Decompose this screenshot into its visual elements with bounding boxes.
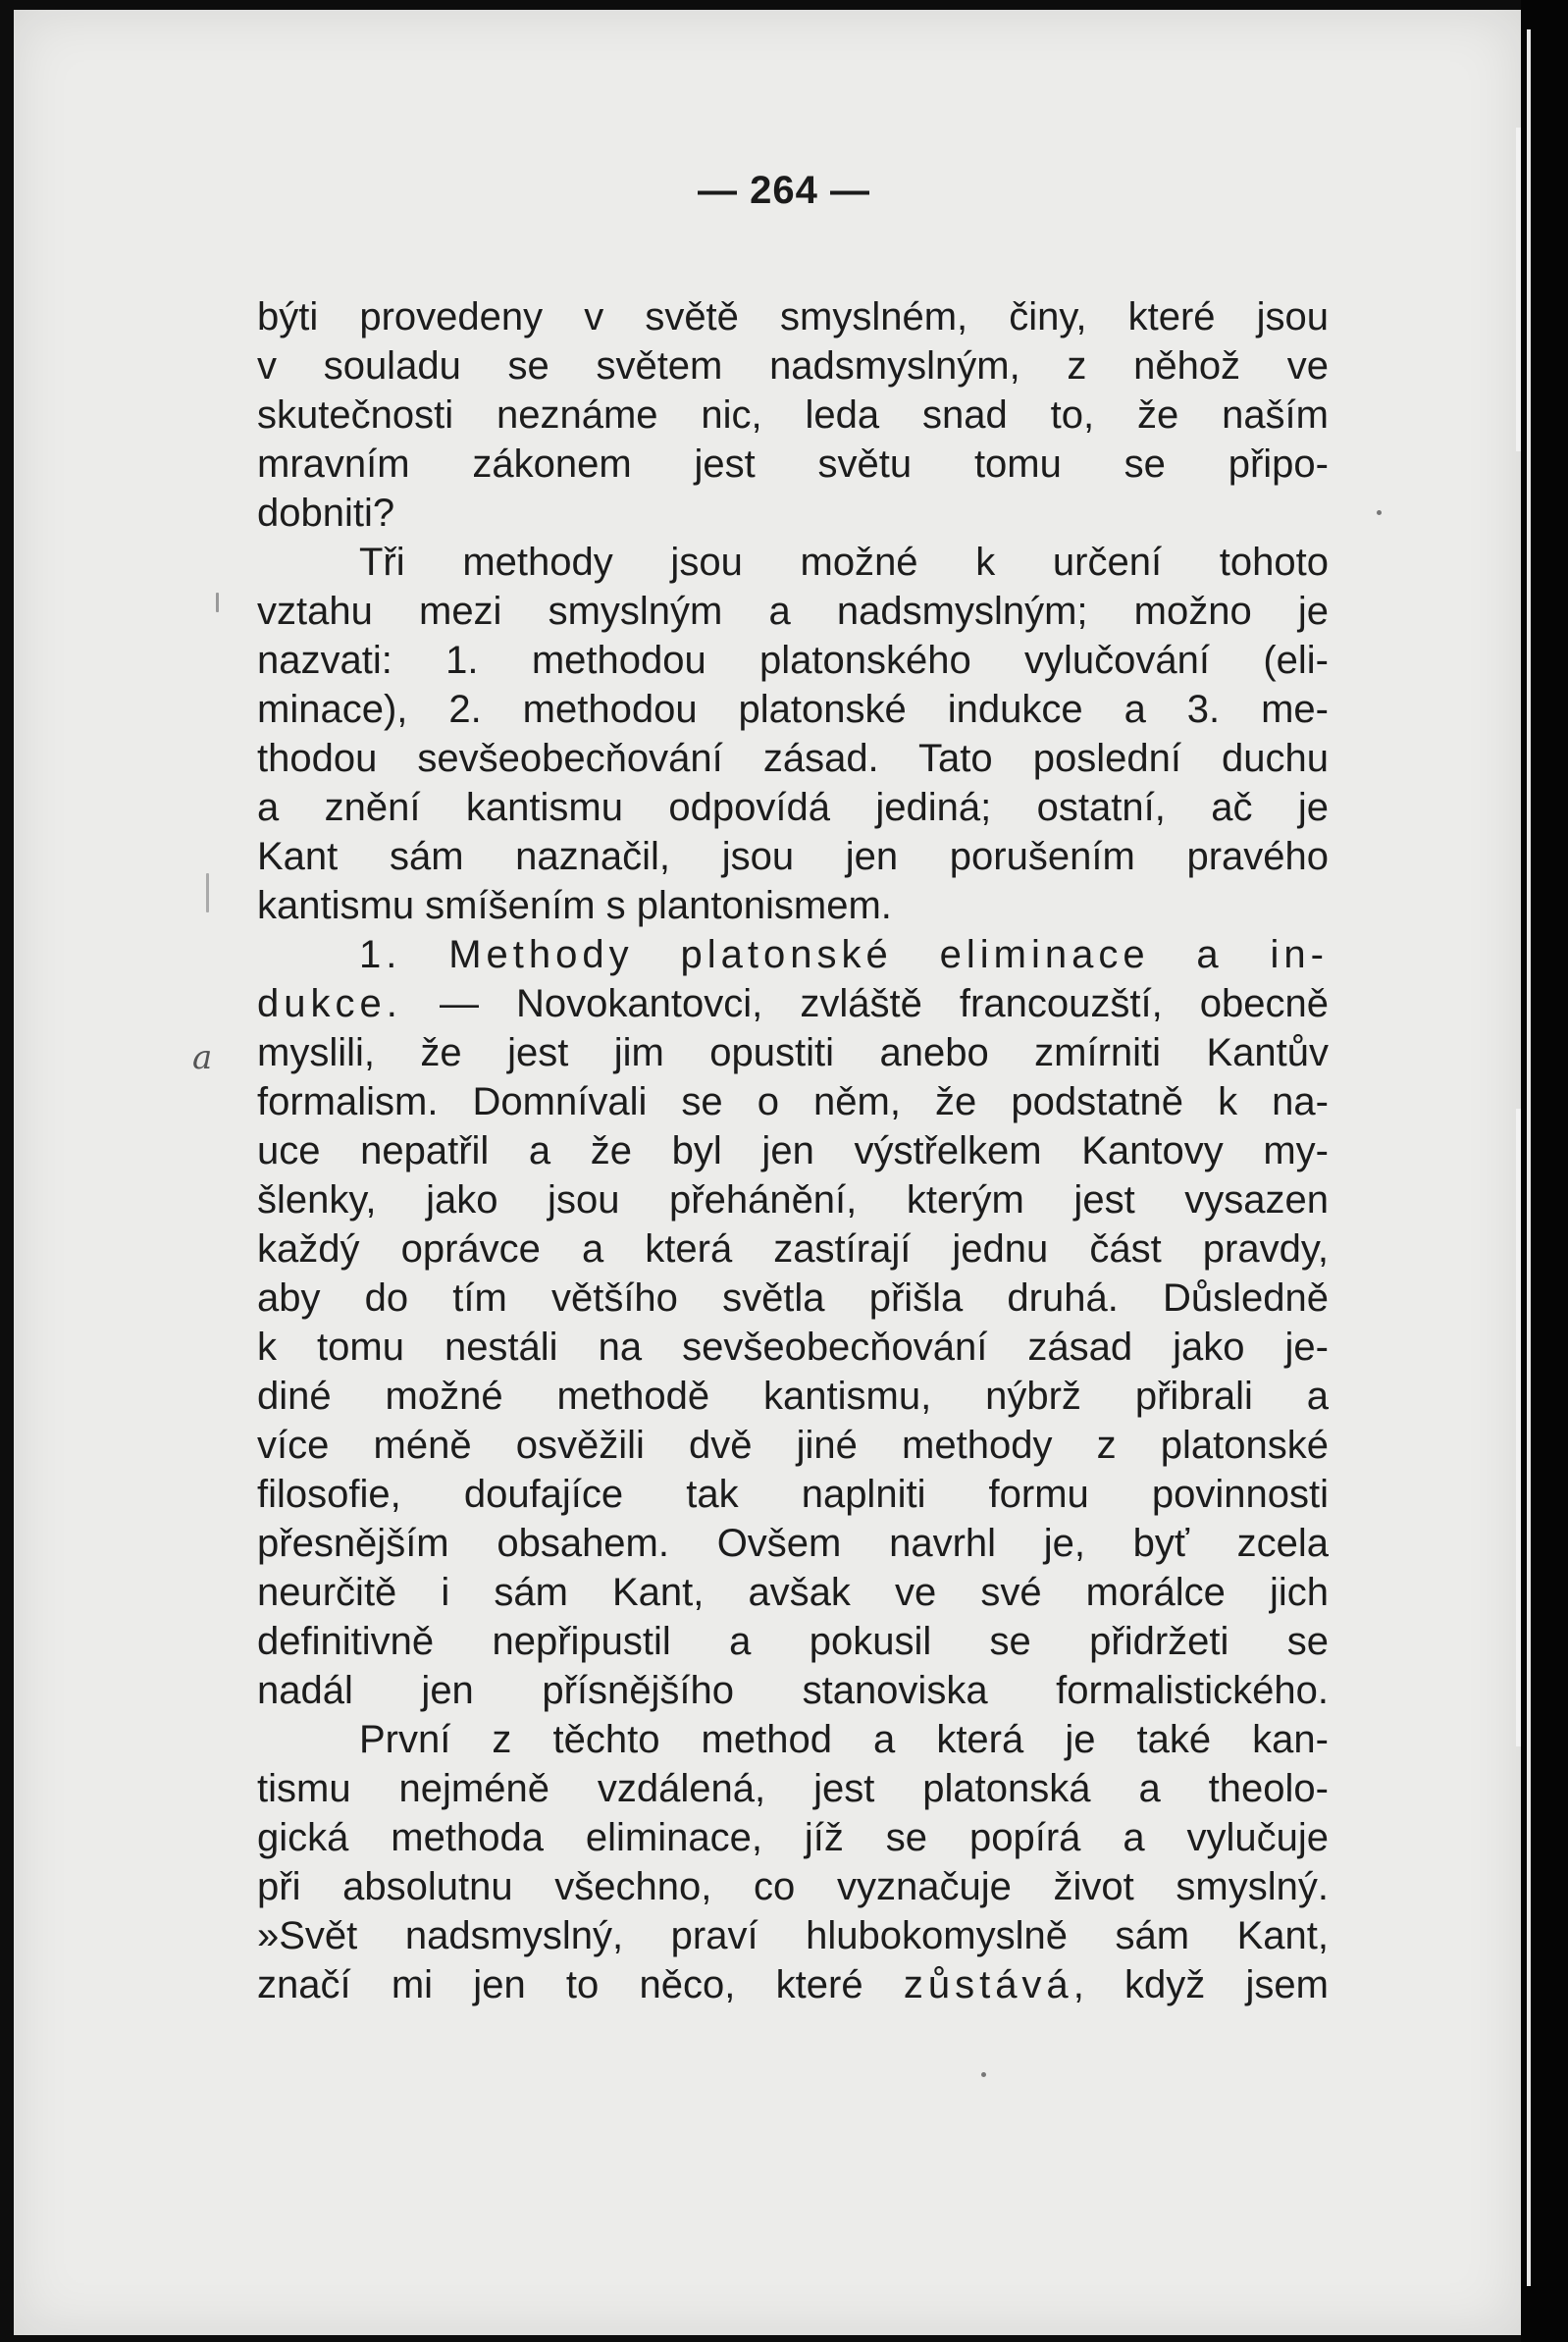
text-line: šlenky, jako jsou přehánění, kterým jest vysazen [257, 1178, 1329, 1222]
dust-speck [1377, 510, 1382, 515]
text-line: minace), 2. methodou platonské indukce a 3. me- [257, 688, 1329, 731]
text-line: »Svět nadsmyslný, praví hlubokomyslně sám Kant, [257, 1914, 1329, 1957]
page-edge-highlight [1516, 1109, 1521, 1746]
text-line: dobniti? [257, 492, 395, 535]
text-line: nadál jen přísnějšího stanoviska formalistického. [257, 1669, 1329, 1712]
section-heading-line: 1. Methody platonské eliminace a in- [359, 933, 1329, 976]
text-line: thodou sevšeobecňování zásad. Tato poslední duchu [257, 737, 1329, 780]
text-line: přesnějším obsahem. Ovšem navrhl je, byť zcela [257, 1522, 1329, 1565]
text-line: gická methoda eliminace, jíž se popírá a vylučuje [257, 1816, 1329, 1859]
text-line: myslili, že jest jim opustiti anebo zmírniti Kantův [257, 1031, 1329, 1074]
text-line: kantismu smíšením s plantonismem. [257, 884, 892, 927]
text-line-rest: — Novokantovci, zvláště francouzští, obecně [401, 982, 1329, 1025]
text-line: každý oprávce a která zastírají jednu část pravdy, [257, 1227, 1329, 1271]
text-line: býti provedeny v světě smyslném, činy, které jsou [257, 295, 1329, 338]
text-line: uce nepatřil a že byl jen výstřelkem Kantovy my- [257, 1129, 1329, 1172]
text-line: při absolutnu všechno, co vyznačuje život smyslný. [257, 1865, 1329, 1908]
text-line: filosofie, doufajíce tak naplniti formu povinnosti [257, 1473, 1329, 1516]
text-line: formalism. Domnívali se o něm, že podstatně k na- [257, 1080, 1329, 1123]
text-line: vztahu mezi smyslným a nadsmyslným; možno je [257, 590, 1329, 633]
text-line-start: značí mi jen to něco, které [257, 1963, 904, 2006]
text-line: více méně osvěžili dvě jiné methody z platonské [257, 1424, 1329, 1467]
text-line: v souladu se světem nadsmyslným, z něhož ve [257, 344, 1329, 388]
text-line: První z těchto method a která je také kan- [359, 1718, 1329, 1761]
text-line [257, 1960, 1329, 2009]
text-line [257, 979, 1329, 1028]
text-line: a znění kantismu odpovídá jediná; ostatní, ač je [257, 786, 1329, 829]
page-number: — 264 — [698, 169, 870, 212]
text-line: definitivně nepřipustil a pokusil se přidržeti se [257, 1620, 1329, 1663]
text-line: Tři methody jsou možné k určení tohoto [359, 541, 1329, 584]
text-line: Kant sám naznačil, jsou jen porušením pravého [257, 835, 1329, 878]
body-text [257, 292, 1329, 2009]
text-line: tismu nejméně vzdálená, jest platonská a theolo- [257, 1767, 1329, 1810]
dust-speck [981, 2072, 986, 2077]
text-line-end: , když jsem [1072, 1963, 1329, 2006]
text-line: aby do tím většího světla přišla druhá. Důsledně [257, 1276, 1329, 1320]
margin-annotation: a [192, 1038, 213, 1077]
text-line: diné možné methodě kantismu, nýbrž přibrali a [257, 1375, 1329, 1418]
text-line: nazvati: 1. methodou platonského vylučování (eli- [257, 639, 1329, 682]
text-line: k tomu nestáli na sevšeobecňování zásad jako je- [257, 1326, 1329, 1369]
text-line: mravním zákonem jest světu tomu se připo- [257, 442, 1329, 486]
text-line: neurčitě i sám Kant, avšak ve své morálce jich [257, 1571, 1329, 1614]
dust-mark [206, 873, 209, 912]
dust-mark [216, 593, 219, 612]
emphasized-word: zůstává [903, 1963, 1073, 2006]
section-heading-end: dukce. [257, 982, 402, 1025]
page-edge-line [1527, 29, 1531, 2286]
text-line: skutečnosti neznáme nic, leda snad to, že naším [257, 393, 1329, 437]
